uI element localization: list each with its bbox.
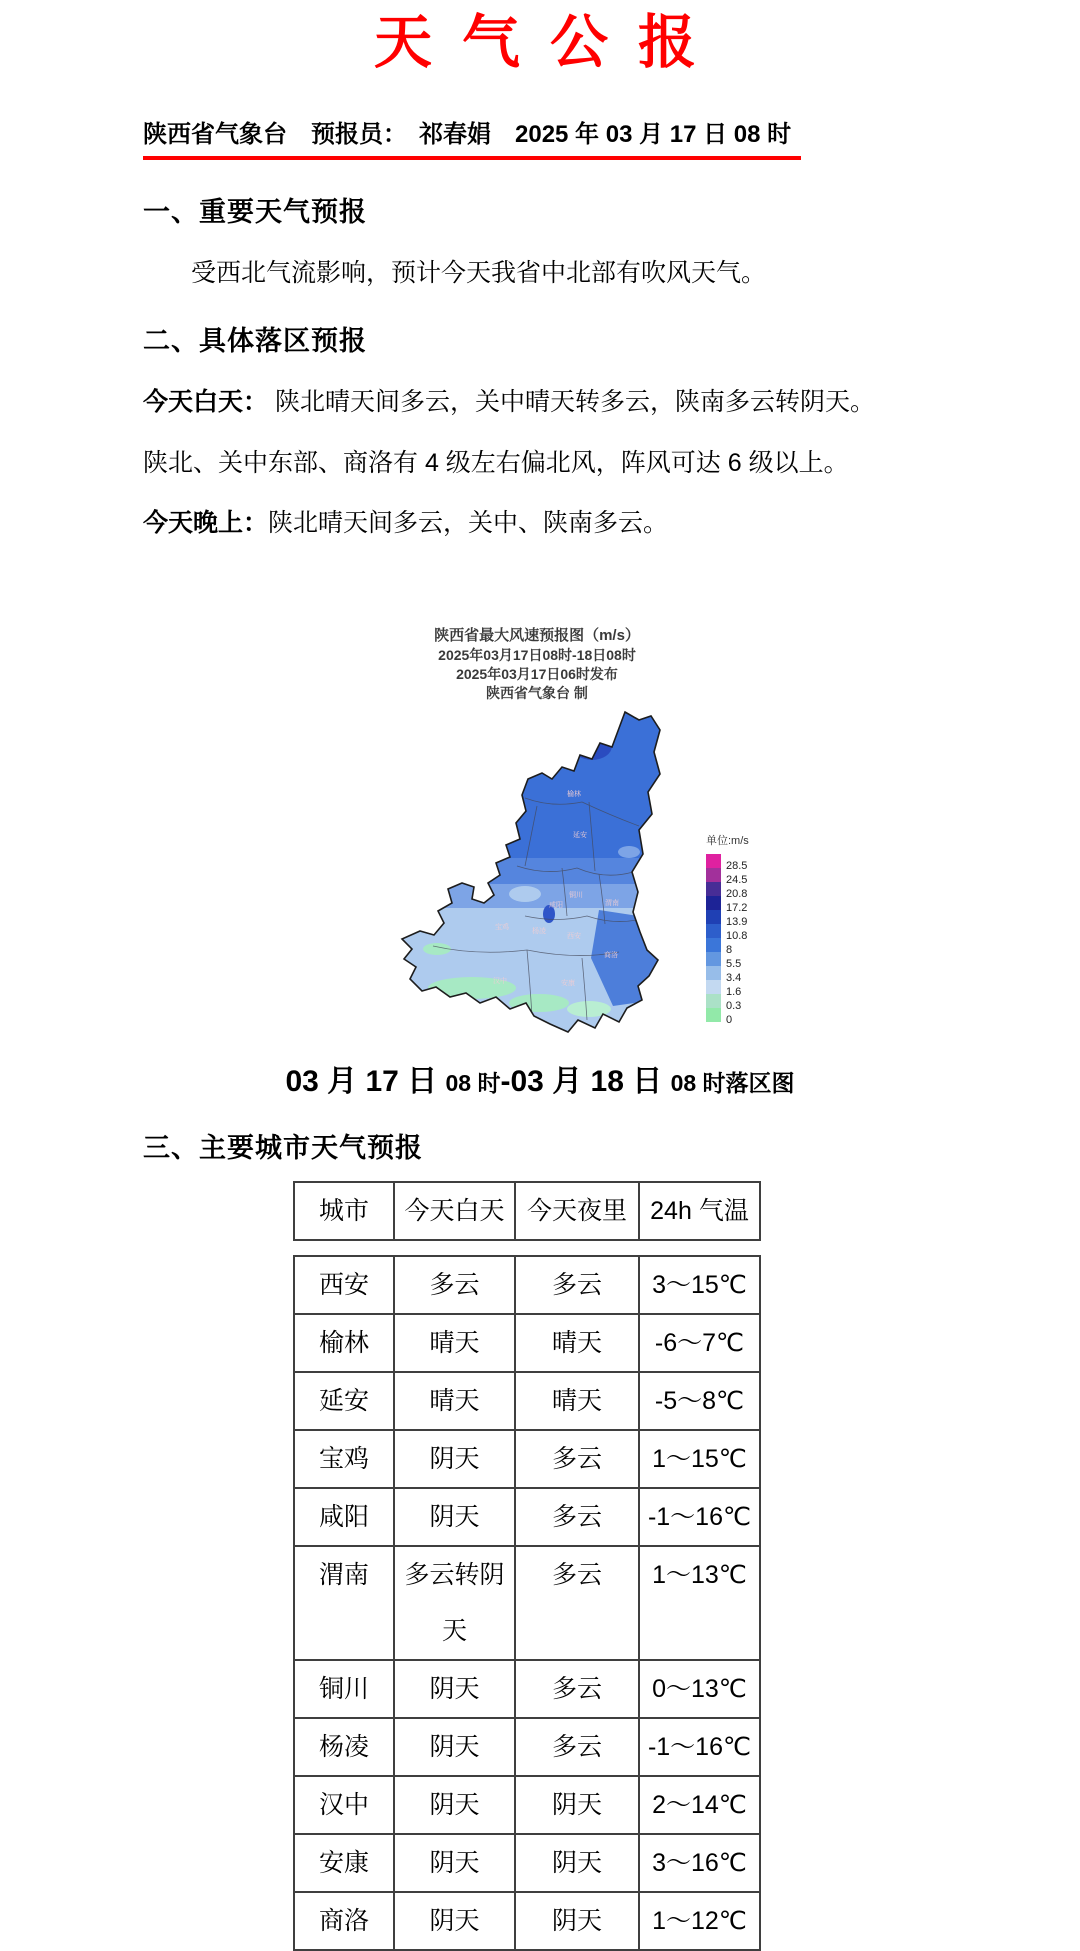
table-cell: 多云 [515,1718,639,1776]
table-cell: 1～12℃ [639,1892,760,1950]
table-cell: 多云 [515,1488,639,1546]
daytime-label: 今天白天： [143,388,269,417]
map-valid-period: 2025年03月17日08时-18日08时 [438,646,636,663]
caption-hour-end: 08 时落区图 [670,1069,795,1096]
map-city-label: 咸阳 [549,901,563,909]
table-cell: -6～7℃ [639,1314,760,1372]
table-cell: 多云转阴天 [394,1546,515,1660]
table-cell: 阴天 [394,1488,515,1546]
legend-swatch [706,994,721,1008]
city-weather-table [293,1181,759,1951]
legend-value: 0.3 [726,999,742,1012]
map-city-label: 铜川 [569,891,583,899]
table-cell: 多云 [515,1546,639,1660]
night-forecast [143,507,937,540]
legend-value: 24.5 [726,873,748,886]
table-cell: 宝鸡 [294,1430,394,1488]
map-issue-time: 2025年03月17日06时发布 [456,665,618,682]
table-cell: 铜川 [294,1660,394,1718]
table-cell: 阴天 [394,1834,515,1892]
legend-value: 8 [726,943,733,956]
map-header [372,626,702,703]
byline-text: 陕西省气象台 预报员： 祁春娟 2025 年 03 月 17 日 08 时 [143,114,801,160]
table-cell: 晴天 [394,1314,515,1372]
caption-date-end: -03 月 18 日 [500,1064,671,1098]
legend-swatch [706,882,721,896]
table-row [294,1660,760,1718]
table-row [294,1430,760,1488]
map-title: 陕西省最大风速预报图（m/s） [434,626,640,644]
legend-value: 5.5 [726,957,742,970]
table-cell: 榆林 [294,1314,394,1372]
weather-table-body [294,1256,760,1950]
table-cell: 阴天 [394,1776,515,1834]
night-label: 今天晚上： [143,509,269,538]
legend-value: 13.9 [726,915,748,928]
legend-swatch [706,868,721,882]
table-cell: 多云 [515,1430,639,1488]
map-city-label: 安康 [561,979,575,987]
legend-swatch [706,896,721,910]
table-cell: 晴天 [515,1372,639,1430]
caption-hour-start: 08 时 [445,1069,501,1096]
caption-date-start: 03 月 17 日 [285,1064,446,1098]
table-row [294,1834,760,1892]
wind-speed-map-figure [372,626,802,1046]
table-cell: 阴天 [394,1718,515,1776]
legend-value: 17.2 [726,901,748,914]
weather-table-header [293,1181,761,1241]
table-cell: 多云 [515,1256,639,1314]
legend-swatch [706,938,721,952]
table-cell: 安康 [294,1834,394,1892]
col-header-night: 今天夜里 [515,1182,639,1240]
legend-swatch [706,910,721,924]
legend-swatch [706,924,721,938]
section-1-heading: 一、重要天气预报 [143,196,367,227]
table-cell: 多云 [515,1660,639,1718]
table-cell: 西安 [294,1256,394,1314]
map-fill-regions [377,706,697,1046]
map-city-label: 延安 [573,831,587,839]
table-row [294,1776,760,1834]
province-map [372,706,702,1046]
table-row [294,1256,760,1314]
table-cell: 阴天 [394,1430,515,1488]
table-cell: 渭南 [294,1546,394,1660]
byline-row [143,114,1080,160]
table-row [294,1314,760,1372]
table-cell: -5～8℃ [639,1372,760,1430]
section-2-heading: 二、具体落区预报 [143,326,367,357]
table-cell: 杨凌 [294,1718,394,1776]
table-cell: 阴天 [394,1660,515,1718]
table-header-row [294,1182,760,1240]
table-cell: 晴天 [515,1314,639,1372]
table-cell: 阴天 [515,1776,639,1834]
table-cell: 晴天 [394,1372,515,1430]
table-cell: 3～16℃ [639,1834,760,1892]
table-row [294,1892,760,1950]
table-row [294,1488,760,1546]
map-legend [706,832,749,1026]
map-producer: 陕西省气象台 制 [486,684,588,701]
table-cell: 阴天 [515,1892,639,1950]
col-header-city: 城市 [294,1182,394,1240]
table-cell: 0～13℃ [639,1660,760,1718]
map-city-label: 榆林 [567,790,581,798]
legend-swatch [706,854,721,868]
legend-value: 10.8 [726,929,748,942]
col-header-temp: 24h 气温 [639,1182,760,1240]
map-city-label: 汉中 [493,977,507,985]
map-caption [0,1056,1080,1100]
table-cell: 延安 [294,1372,394,1430]
daytime-text: 陕北晴天间多云，关中晴天转多云，陕南多云转阴天。 [268,388,875,417]
table-row [294,1372,760,1430]
wind-forecast: 陕北、关中东部、商洛有 4 级左右偏北风，阵风可达 6 级以上。 [143,448,849,477]
legend-value: 3.4 [726,971,742,984]
table-cell: 汉中 [294,1776,394,1834]
daytime-forecast [143,386,937,419]
table-row [294,1718,760,1776]
legend-swatch [706,980,721,994]
section-3-heading: 三、主要城市天气预报 [143,1132,423,1163]
table-cell: 3～15℃ [639,1256,760,1314]
legend-swatch [706,1008,721,1022]
legend-value: 0 [726,1013,733,1026]
legend-swatch [706,952,721,966]
legend-value: 28.5 [726,859,748,872]
map-city-label: 西安 [567,932,581,940]
weather-table [293,1255,761,1951]
table-cell: 阴天 [515,1834,639,1892]
legend-items [706,854,749,1026]
map-city-label: 渭南 [605,899,619,907]
page-title: 天气公报 [373,10,726,75]
legend-item [706,854,749,872]
section-1-body: 受西北气流影响，预计今天我省中北部有吹风天气。 [191,258,767,287]
col-header-day: 今天白天 [394,1182,515,1240]
map-city-label: 杨凌 [532,927,546,935]
legend-value: 1.6 [726,985,742,998]
table-cell: -1～16℃ [639,1488,760,1546]
legend-swatch [706,966,721,980]
night-text: 陕北晴天间多云，关中、陕南多云。 [268,509,669,538]
table-row [294,1546,760,1660]
table-cell: 咸阳 [294,1488,394,1546]
table-cell: 阴天 [394,1892,515,1950]
table-cell: 2～14℃ [639,1776,760,1834]
table-cell: 多云 [394,1256,515,1314]
legend-value: 20.8 [726,887,748,900]
map-city-label: 宝鸡 [495,923,509,931]
legend-title: 单位:m/s [706,834,749,847]
table-cell: 商洛 [294,1892,394,1950]
table-cell: 1～13℃ [639,1546,760,1660]
table-cell: 1～15℃ [639,1430,760,1488]
map-city-label: 商洛 [604,951,618,959]
table-cell: -1～16℃ [639,1718,760,1776]
